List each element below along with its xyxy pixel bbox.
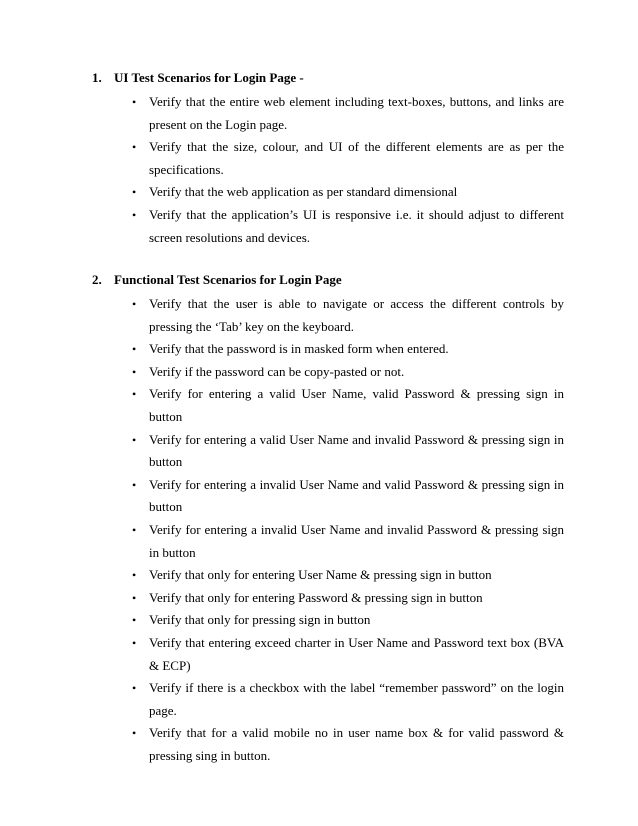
bullet-icon: •	[132, 726, 137, 741]
list-item: • Verify that the web application as per standard dimensional	[92, 181, 564, 204]
list-item: • Verify for entering a valid User Name, valid Password & pressing sign in button	[92, 383, 564, 428]
bullet-icon: •	[132, 432, 137, 447]
bullet-icon: •	[132, 364, 137, 379]
section-number: 1.	[92, 70, 102, 85]
bullet-icon: •	[132, 477, 137, 492]
list-item: • Verify that the user is able to navigate or access the different controls by pressing the ‘Tab’ key on the keyboard.	[92, 293, 564, 338]
list-item: • Verify that for a valid mobile no in user name box & for valid password & pressing sing in button.	[92, 722, 564, 767]
bullet-icon: •	[132, 95, 137, 109]
section-number: 2.	[92, 272, 102, 287]
section-functional-test-scenarios	[92, 270, 564, 767]
bullet-icon: •	[132, 681, 137, 696]
bullet-icon: •	[132, 342, 137, 357]
list-item: • Verify that entering exceed charter in User Name and Password text box (BVA & ECP)	[92, 632, 564, 677]
list-item: • Verify that the password is in masked form when entered.	[92, 338, 564, 361]
bullet-icon: •	[132, 185, 137, 200]
section-ui-test-scenarios	[92, 68, 564, 249]
list-item: • Verify that the application’s UI is responsive i.e. it should adjust to different screen resolutions and devices.	[92, 204, 564, 249]
bullet-icon: •	[132, 635, 137, 650]
list-item: • Verify for entering a invalid User Name and invalid Password & pressing sign in button	[92, 519, 564, 564]
bullet-list	[92, 293, 564, 767]
bullet-list	[92, 91, 564, 249]
bullet-icon: •	[132, 140, 137, 155]
list-item: • Verify that only for entering Password & pressing sign in button	[92, 587, 564, 610]
list-item: • Verify that only for pressing sign in button	[92, 609, 564, 632]
bullet-icon: •	[132, 522, 137, 537]
list-item: • Verify if the password can be copy-pasted or not.	[92, 361, 564, 384]
section-title: Functional Test Scenarios for Login Page	[114, 272, 342, 287]
bullet-icon: •	[132, 613, 137, 628]
list-item: • Verify for entering a invalid User Name and valid Password & pressing sign in button	[92, 474, 564, 519]
bullet-icon: •	[132, 207, 137, 222]
bullet-icon: •	[132, 568, 137, 583]
list-item: • Verify that only for entering User Name & pressing sign in button	[92, 564, 564, 587]
list-item: • Verify for entering a valid User Name and invalid Password & pressing sign in button	[92, 429, 564, 474]
bullet-icon: •	[132, 387, 137, 402]
list-item: • Verify if there is a checkbox with the label “remember password” on the login page.	[92, 677, 564, 722]
section-heading	[92, 270, 564, 290]
section-heading	[92, 68, 564, 88]
bullet-icon: •	[132, 297, 137, 311]
bullet-icon: •	[132, 590, 137, 605]
list-item: • Verify that the size, colour, and UI of the different elements are as per the specifications.	[92, 136, 564, 181]
section-title: UI Test Scenarios for Login Page -	[114, 70, 304, 85]
list-item: • Verify that the entire web element including text-boxes, buttons, and links are present on the Login page.	[92, 91, 564, 136]
